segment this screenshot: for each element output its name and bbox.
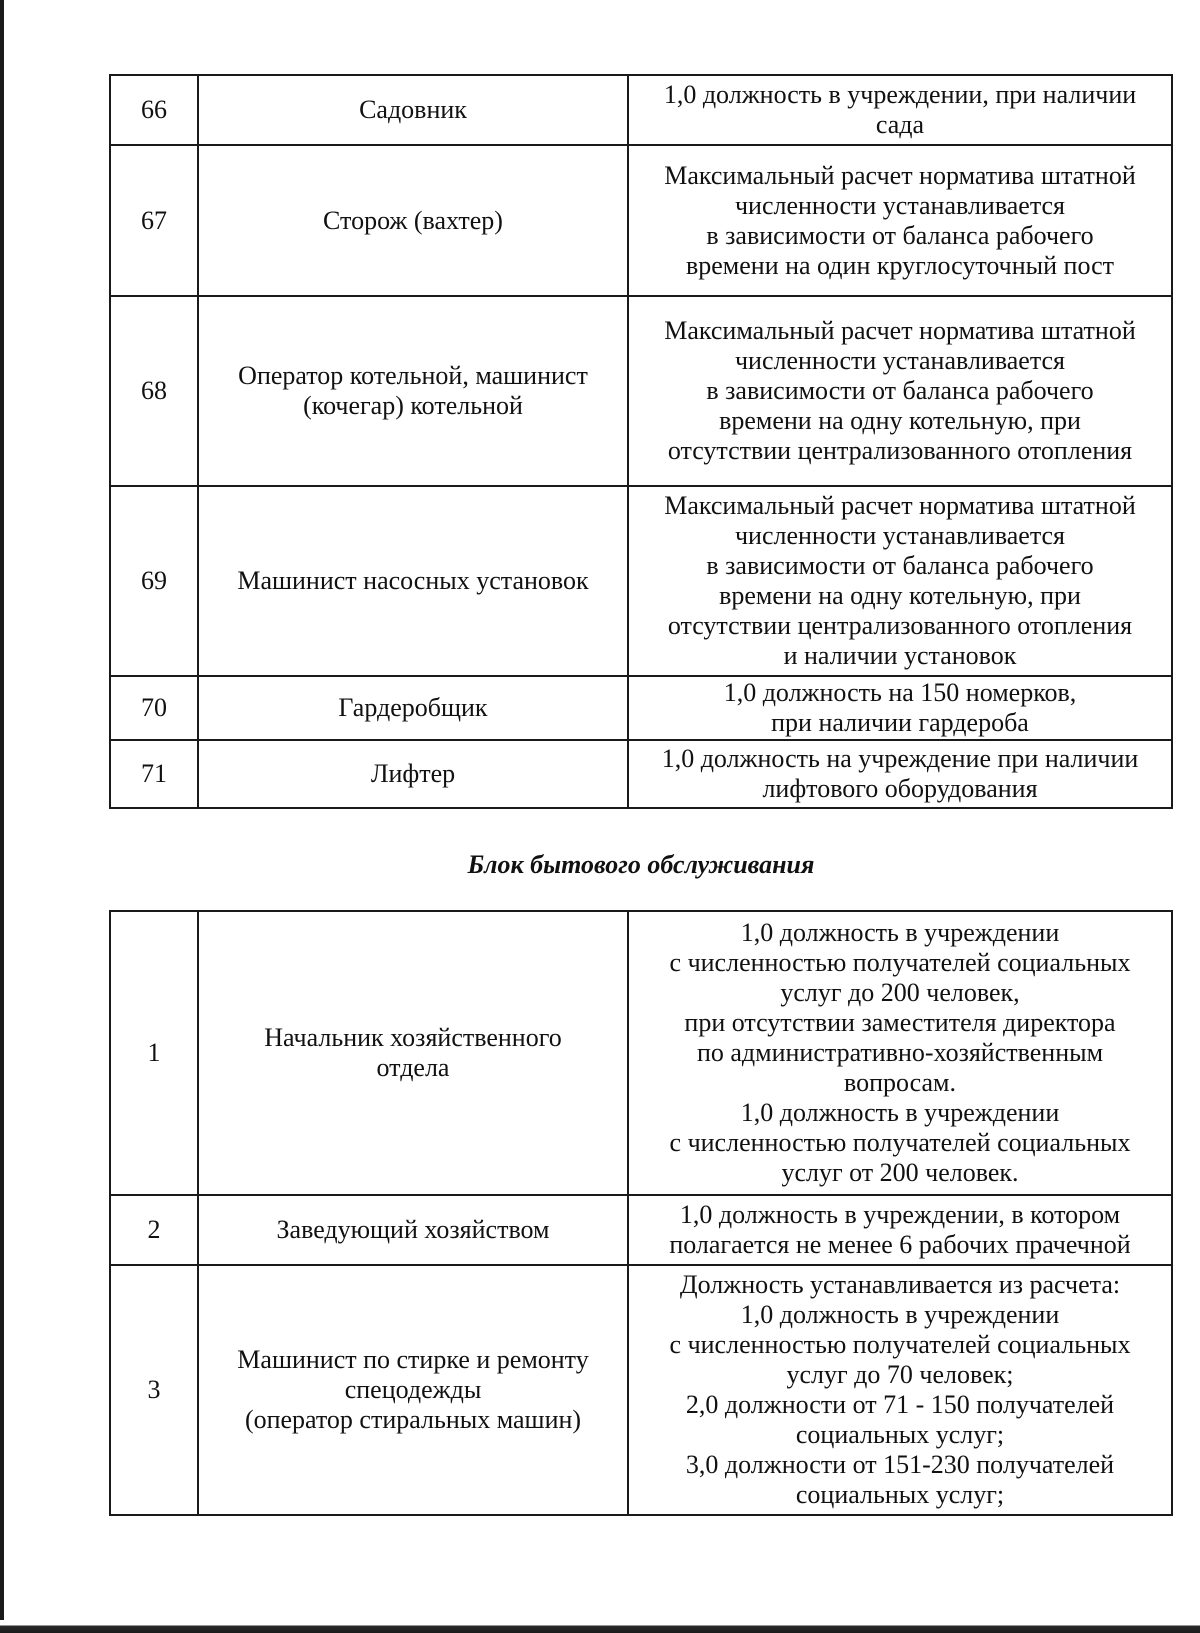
household-service-table (109, 910, 1173, 1516)
row-number: 66 (110, 75, 198, 145)
table-row (110, 676, 1172, 740)
staffing-norm: 1,0 должность в учреждении, в котором полагается не менее 6 рабочих прачечной (628, 1195, 1172, 1265)
staffing-norm: Максимальный расчет норматива штатной численности устанавливается в зависимости от баланса рабочего времени на один круглосуточный пост (628, 145, 1172, 296)
position-title: Машинист по стирке и ремонту спецодежды (оператор стиральных машин) (198, 1265, 628, 1515)
staffing-norm: 1,0 должность на 150 номерков, при наличии гардероба (628, 676, 1172, 740)
staffing-table (109, 74, 1173, 809)
position-title: Начальник хозяйственного отдела (198, 911, 628, 1195)
scan-edge-bottom (0, 1620, 1200, 1633)
scan-edge-left (0, 0, 4, 1633)
row-number: 67 (110, 145, 198, 296)
row-number: 68 (110, 296, 198, 486)
staffing-norm: 1,0 должность в учреждении с численностью получателей социальных услуг до 200 человек, при отсутствии заместителя директора по административно-хозяйственным вопросам. 1,0 должность в учреждении с численностью получателей социальных услуг от 200 человек. (628, 911, 1172, 1195)
position-title: Машинист насосных установок (198, 486, 628, 676)
row-number: 3 (110, 1265, 198, 1515)
staffing-norm: 1,0 должность в учреждении, при наличии сада (628, 75, 1172, 145)
table-row (110, 75, 1172, 145)
table-row (110, 145, 1172, 296)
table-row (110, 296, 1172, 486)
position-title: Сторож (вахтер) (198, 145, 628, 296)
position-title: Садовник (198, 75, 628, 145)
row-number: 2 (110, 1195, 198, 1265)
table-row (110, 911, 1172, 1195)
position-title: Заведующий хозяйством (198, 1195, 628, 1265)
row-number: 71 (110, 740, 198, 808)
table-row (110, 486, 1172, 676)
position-title: Лифтер (198, 740, 628, 808)
table-row (110, 1195, 1172, 1265)
row-number: 70 (110, 676, 198, 740)
row-number: 1 (110, 911, 198, 1195)
section-heading: Блок бытового обслуживания (467, 850, 815, 879)
staffing-norm: Должность устанавливается из расчета: 1,0 должность в учреждении с численностью получателей социальных услуг до 70 человек; 2,0 должности от 71 - 150 получателей социальных услуг; 3,0 должности от 151-230 получателей социальных услуг; (628, 1265, 1172, 1515)
table-row (110, 740, 1172, 808)
staffing-norm: Максимальный расчет норматива штатной численности устанавливается в зависимости от баланса рабочего времени на одну котельную, при отсутствии централизованного отопления (628, 296, 1172, 486)
position-title: Оператор котельной, машинист (кочегар) котельной (198, 296, 628, 486)
row-number: 69 (110, 486, 198, 676)
staffing-norm: 1,0 должность на учреждение при наличии лифтового оборудования (628, 740, 1172, 808)
position-title: Гардеробщик (198, 676, 628, 740)
table-row (110, 1265, 1172, 1515)
staffing-norm: Максимальный расчет норматива штатной численности устанавливается в зависимости от баланса рабочего времени на одну котельную, при отсутствии централизованного отопления и наличии установок (628, 486, 1172, 676)
